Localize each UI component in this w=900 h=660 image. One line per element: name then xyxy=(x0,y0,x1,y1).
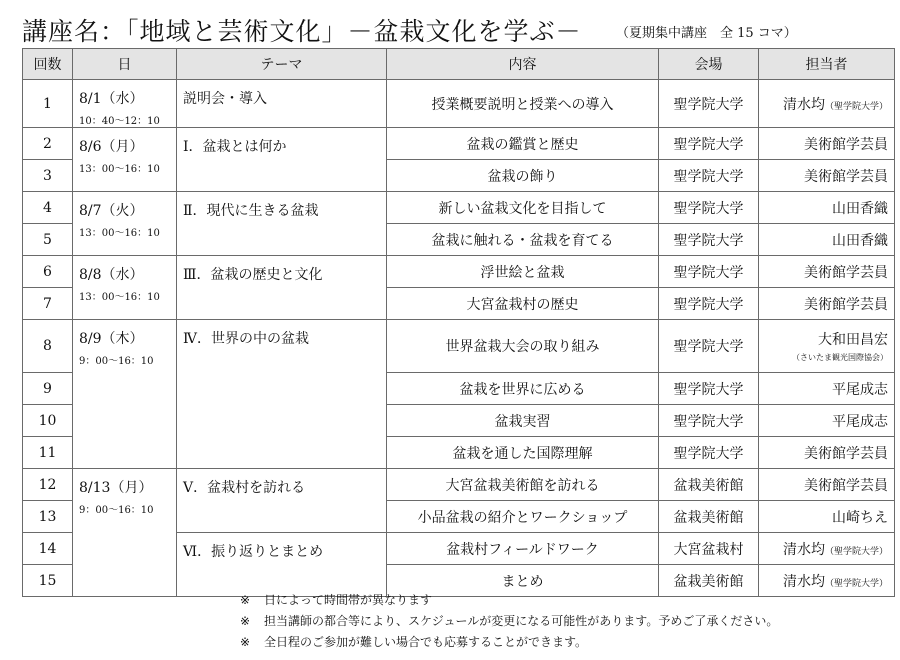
note-text: 担当講師の都合等により、スケジュールが変更になる可能性があります。予めご了承ください。 xyxy=(264,614,779,628)
venue-cell: 聖学院大学 xyxy=(659,288,759,320)
theme-cell: Ⅱ．現代に生きる盆栽 xyxy=(177,192,387,256)
venue-cell: 盆栽美術館 xyxy=(659,565,759,597)
venue-cell: 聖学院大学 xyxy=(659,128,759,160)
session-time: 13：00～16：10 xyxy=(79,228,160,239)
session-time: 9：00～16：10 xyxy=(79,505,154,516)
lecturer-name: 大和田昌宏 xyxy=(818,332,888,348)
notes xyxy=(240,590,778,653)
venue-cell: 聖学院大学 xyxy=(659,373,759,405)
note-text: 日によって時間帯が異なります xyxy=(264,593,433,607)
header-count: 回数 xyxy=(23,49,73,80)
content-cell: 盆栽村フィールドワーク xyxy=(387,533,659,565)
content-cell: 新しい盆栽文化を目指して xyxy=(387,192,659,224)
lecturer-cell: 山田香織 xyxy=(759,192,895,224)
lecturer-cell xyxy=(759,80,895,128)
table-row xyxy=(23,128,895,160)
venue-cell: 聖学院大学 xyxy=(659,224,759,256)
header-venue: 会場 xyxy=(659,49,759,80)
table-row xyxy=(23,469,895,501)
venue-cell: 聖学院大学 xyxy=(659,437,759,469)
table-row xyxy=(23,320,895,373)
session-time: 13：00～16：10 xyxy=(79,164,160,175)
theme-cell: Ⅳ．世界の中の盆栽 xyxy=(177,320,387,469)
note-line xyxy=(240,632,778,653)
lecturer-cell: 山田香織 xyxy=(759,224,895,256)
venue-cell: 聖学院大学 xyxy=(659,80,759,128)
session-number: 14 xyxy=(23,533,73,565)
note-line xyxy=(240,590,778,611)
lecturer-name: 清水均 xyxy=(782,96,825,113)
note-mark: ※ xyxy=(240,635,251,649)
lecturer-cell: 美術館学芸員 xyxy=(759,437,895,469)
note-text: 全日程のご参加が難しい場合でも応募することができます。 xyxy=(264,635,588,649)
table-header-row xyxy=(23,49,895,80)
content-cell: 盆栽を通した国際理解 xyxy=(387,437,659,469)
table-row xyxy=(23,192,895,224)
session-number: 13 xyxy=(23,501,73,533)
content-cell: 盆栽実習 xyxy=(387,405,659,437)
session-date: 8/7（火） xyxy=(79,203,144,219)
note-line xyxy=(240,611,778,632)
content-cell: 盆栽に触れる・盆栽を育てる xyxy=(387,224,659,256)
schedule-table xyxy=(22,48,895,597)
content-cell: 盆栽の飾り xyxy=(387,160,659,192)
session-time: 13：00～16：10 xyxy=(79,292,160,303)
session-number: 3 xyxy=(23,160,73,192)
header-theme: テーマ xyxy=(177,49,387,80)
session-number: 10 xyxy=(23,405,73,437)
session-number: 4 xyxy=(23,192,73,224)
header xyxy=(22,12,882,46)
session-number: 7 xyxy=(23,288,73,320)
session-time: 10：40～12：10 xyxy=(79,116,160,127)
venue-cell: 聖学院大学 xyxy=(659,192,759,224)
content-cell: 浮世絵と盆栽 xyxy=(387,256,659,288)
header-date: 日 xyxy=(73,49,177,80)
lecturer-cell: 美術館学芸員 xyxy=(759,128,895,160)
date-cell xyxy=(73,469,177,597)
venue-cell: 聖学院大学 xyxy=(659,256,759,288)
lecturer-cell: 平尾成志 xyxy=(759,373,895,405)
header-content: 内容 xyxy=(387,49,659,80)
note-mark: ※ xyxy=(240,614,251,628)
theme-cell: 説明会・導入 xyxy=(177,80,387,128)
session-number: 15 xyxy=(23,565,73,597)
content-cell: 大宮盆栽美術館を訪れる xyxy=(387,469,659,501)
session-date: 8/8（水） xyxy=(79,267,144,283)
venue-cell: 大宮盆栽村 xyxy=(659,533,759,565)
content-cell: 授業概要説明と授業への導入 xyxy=(387,80,659,128)
session-number: 5 xyxy=(23,224,73,256)
lecturer-cell xyxy=(759,320,895,373)
lecturer-cell: 美術館学芸員 xyxy=(759,256,895,288)
session-number: 11 xyxy=(23,437,73,469)
session-number: 8 xyxy=(23,320,73,373)
lecturer-affiliation: （聖学院大学） xyxy=(824,101,888,112)
session-date: 8/13（月） xyxy=(79,480,153,496)
lecturer-cell: 美術館学芸員 xyxy=(759,288,895,320)
course-subtitle: （夏期集中講座 全 15 コマ） xyxy=(616,26,797,41)
lecturer-affiliation: （聖学院大学） xyxy=(824,578,888,589)
content-cell: 盆栽の鑑賞と歴史 xyxy=(387,128,659,160)
lecturer-cell xyxy=(759,565,895,597)
session-number: 1 xyxy=(23,80,73,128)
content-cell: 世界盆栽大会の取り組み xyxy=(387,320,659,373)
lecturer-cell xyxy=(759,533,895,565)
content-cell: 盆栽を世界に広める xyxy=(387,373,659,405)
lecturer-name: 清水均 xyxy=(782,573,825,590)
lecturer-affiliation: （聖学院大学） xyxy=(824,546,888,557)
session-number: 9 xyxy=(23,373,73,405)
header-lecturer: 担当者 xyxy=(759,49,895,80)
session-number: 6 xyxy=(23,256,73,288)
session-time: 9：00～16：10 xyxy=(79,356,154,367)
session-date: 8/9（木） xyxy=(79,331,144,347)
venue-cell: 盆栽美術館 xyxy=(659,501,759,533)
theme-cell: Ⅴ．盆栽村を訪れる xyxy=(177,469,387,533)
lecturer-affiliation: （さいたま観光国際協会） xyxy=(792,353,888,362)
table-row xyxy=(23,256,895,288)
date-cell xyxy=(73,128,177,192)
lecturer-cell: 山崎ちえ xyxy=(759,501,895,533)
venue-cell: 聖学院大学 xyxy=(659,320,759,373)
note-mark: ※ xyxy=(240,593,251,607)
table-row xyxy=(23,80,895,128)
venue-cell: 聖学院大学 xyxy=(659,160,759,192)
date-cell xyxy=(73,192,177,256)
venue-cell: 聖学院大学 xyxy=(659,405,759,437)
lecturer-cell: 美術館学芸員 xyxy=(759,160,895,192)
lecturer-cell: 平尾成志 xyxy=(759,405,895,437)
date-cell xyxy=(73,80,177,128)
lecturer-cell: 美術館学芸員 xyxy=(759,469,895,501)
date-cell xyxy=(73,320,177,469)
session-date: 8/1（水） xyxy=(79,91,144,107)
session-number: 12 xyxy=(23,469,73,501)
venue-cell: 盆栽美術館 xyxy=(659,469,759,501)
lecturer-name: 清水均 xyxy=(782,541,825,558)
session-date: 8/6（月） xyxy=(79,139,144,155)
date-cell xyxy=(73,256,177,320)
content-cell: まとめ xyxy=(387,565,659,597)
content-cell: 小品盆栽の紹介とワークショップ xyxy=(387,501,659,533)
theme-cell: Ⅲ．盆栽の歴史と文化 xyxy=(177,256,387,320)
theme-cell: Ⅰ．盆栽とは何か xyxy=(177,128,387,192)
theme-cell: Ⅵ．振り返りとまとめ xyxy=(177,533,387,597)
session-number: 2 xyxy=(23,128,73,160)
course-title: 講座名：「地域と芸術文化」－盆栽文化を学ぶ－ xyxy=(22,17,582,46)
content-cell: 大宮盆栽村の歴史 xyxy=(387,288,659,320)
